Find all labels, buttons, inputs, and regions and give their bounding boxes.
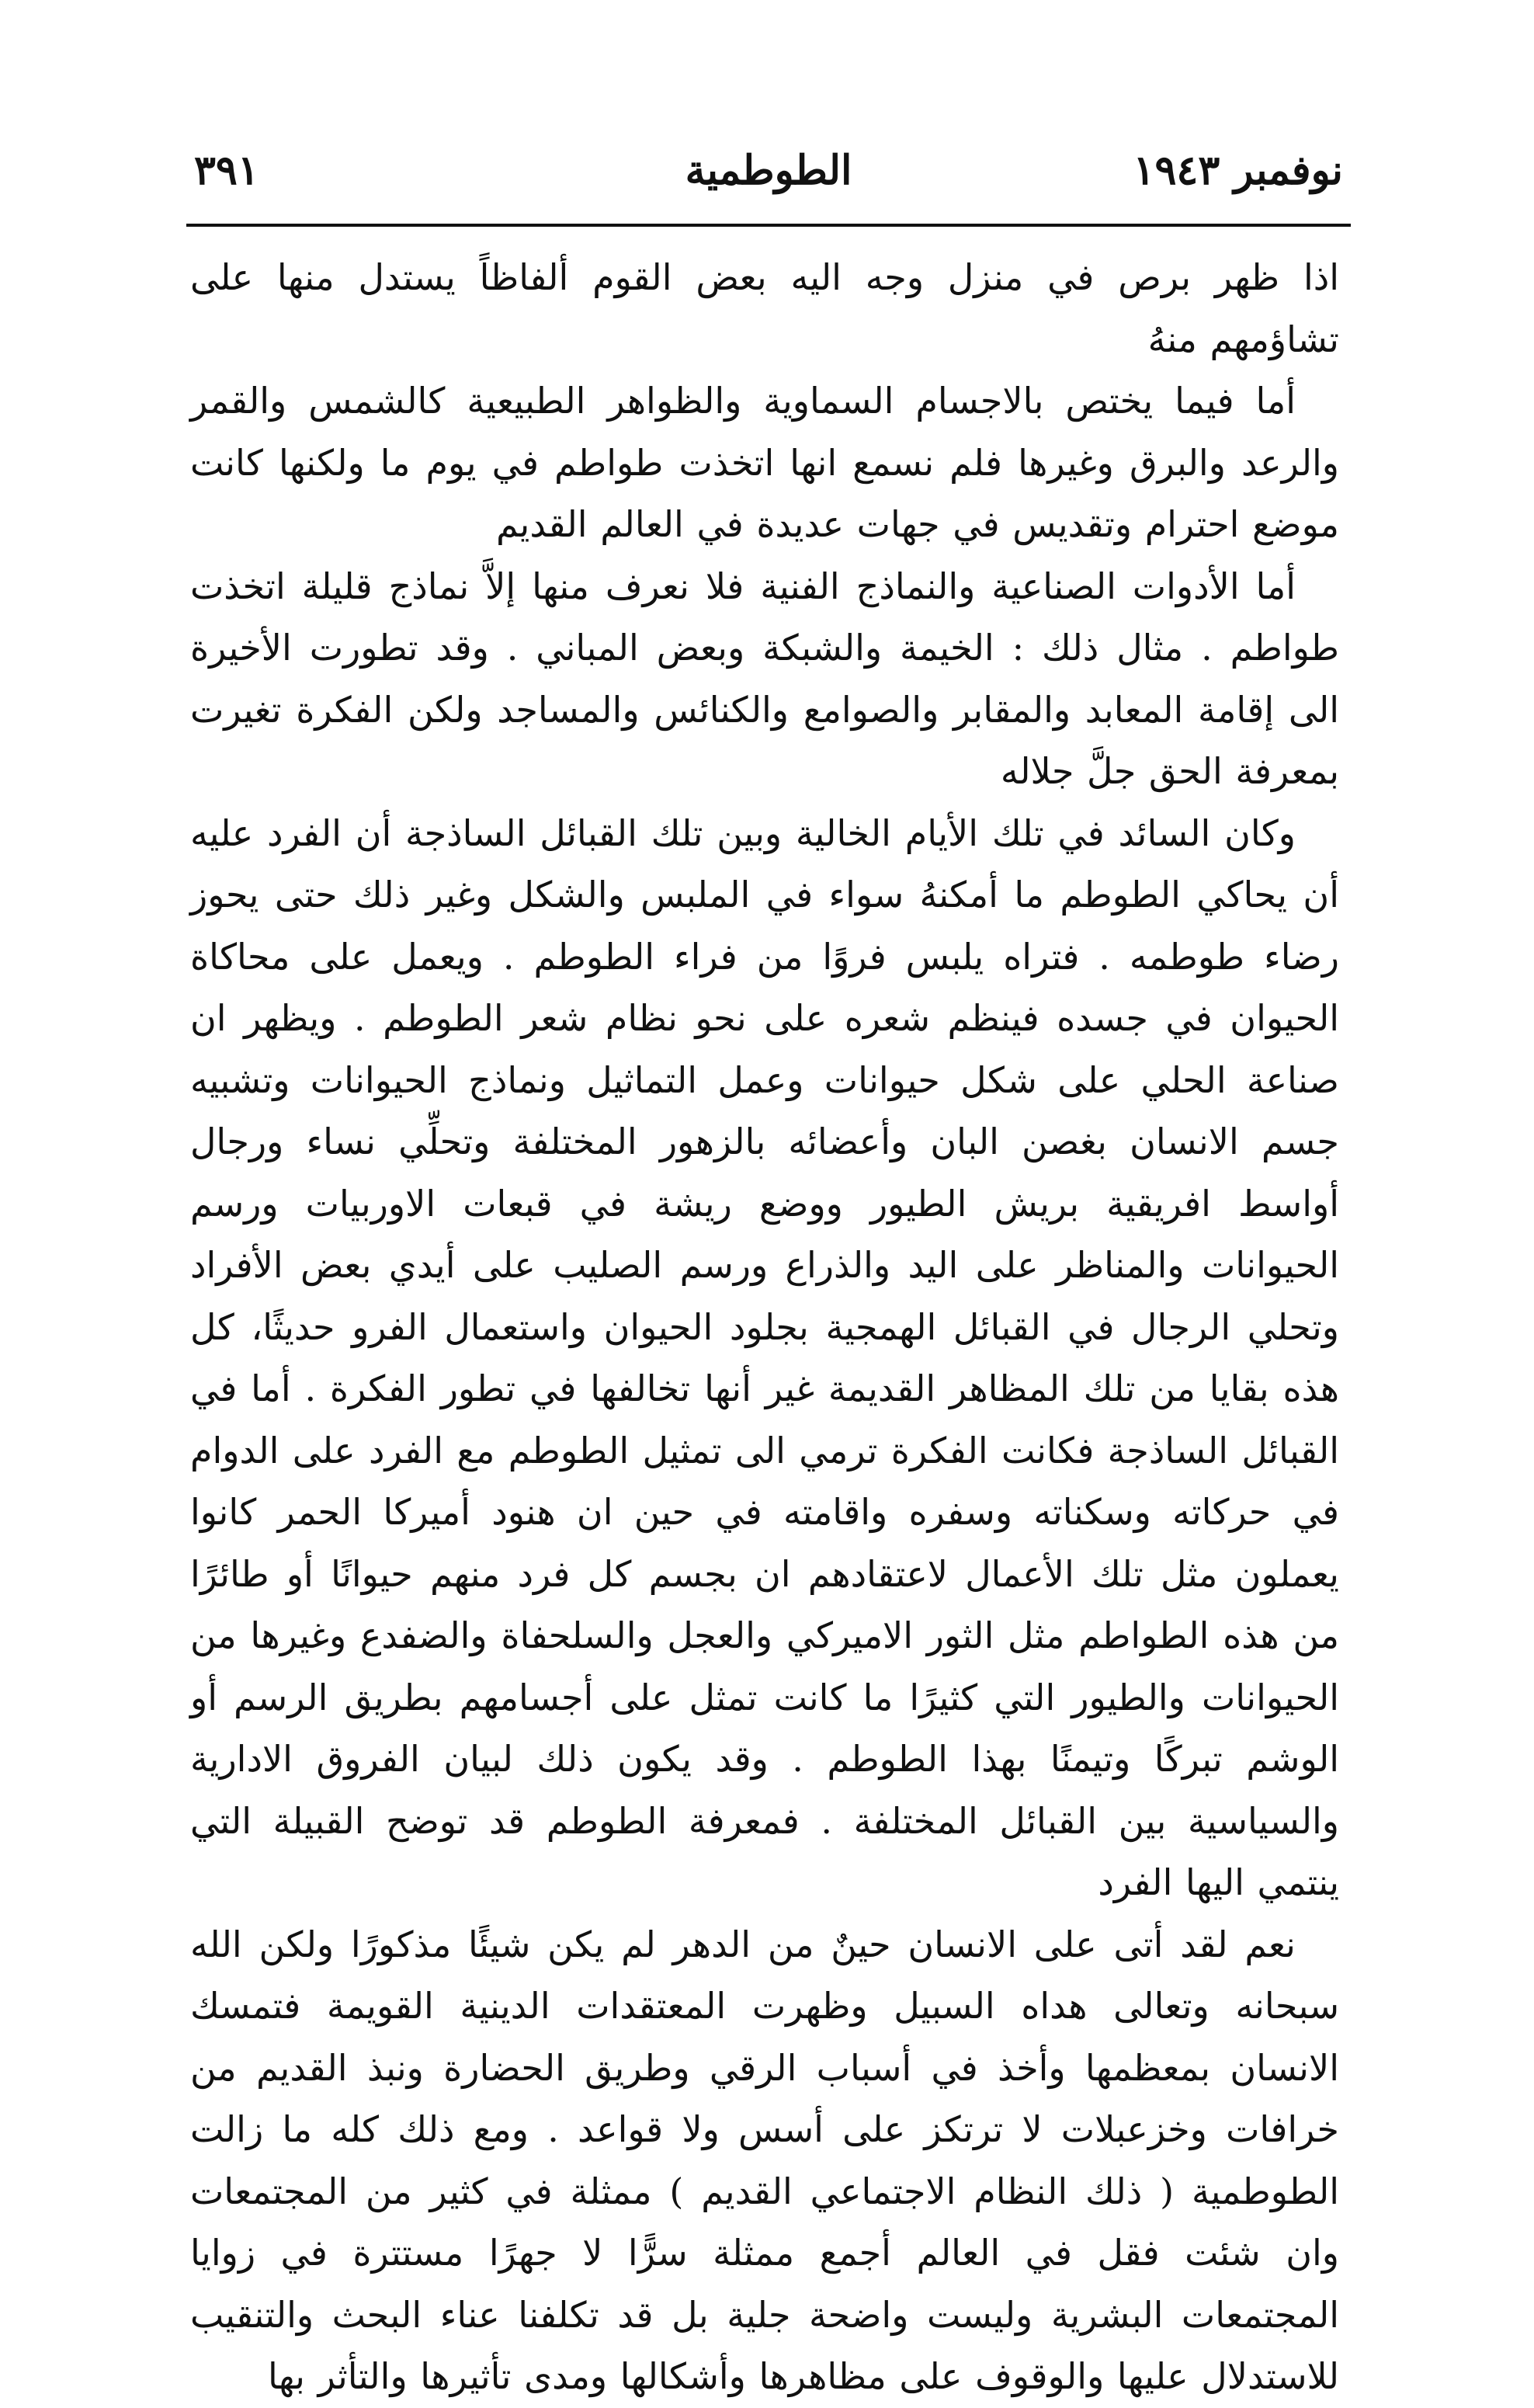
paragraph-celestial-bodies: أما فيما يختص بالاجسام السماوية والظواهر الطبيعية كالشمس والقمر والرعد والبرق وغيرها فلم نسمع انها اتخذت طواطم في يوم ما ولكنها كانت موضع احترام وتقديس في جهات عديدة في العالم القديم bbox=[190, 380, 1339, 545]
paragraph-conclusion: نعم لقد أتى على الانسان حينٌ من الدهر لم يكن شيئًا مذكورًا ولكن الله سبحانه وتعالى هداه السبيل وظهرت المعتقدات الدينية القويمة فتمسك الانسان بمعظمها وأخذ في أسباب الرقي وطريق الحضارة ونبذ القديم من خرافات وخزعبلات لا ترتكز على أسس ولا قواعد . ومع ذلك كله ما زالت الطوطمية ( ذلك النظام الاجتماعي القديم ) ممثلة في كثير من المجتمعات وان شئت فقل في العالم أجمع ممثلة سرًّا لا جهرًا مستترة في زوايا المجتمعات البشرية وليست واضحة جلية بل قد تكلفنا عناء البحث والتنقيب للاستدلال عليها والوقوف على مظاهرها وأشكالها ومدى تأثيرها والتأثر بها bbox=[190, 1923, 1339, 2397]
paragraph-continuation: اذا ظهر برص في منزل وجه اليه بعض القوم ألفاظاً يستدل منها على تشاؤمهم منهُ bbox=[190, 256, 1339, 360]
running-title: الطوطمية bbox=[685, 147, 852, 194]
paragraph-artificial-tools: أما الأدوات الصناعية والنماذج الفنية فلا نعرف منها إلاَّ نماذج قليلة اتخذت طواطم . مثال ذلك : الخيمة والشبكة وبعض المباني . وقد تطورت الأخيرة الى إقامة المعابد والمقابر والصوامع والكنائس والمساجد ولكن الفكرة تغيرت بمعرفة الحق جلَّ جلاله bbox=[190, 565, 1339, 792]
issue-date: نوفمبر ١٩٤٣ bbox=[1133, 147, 1343, 194]
paragraph-imitating-totem: وكان السائد في تلك الأيام الخالية وبين تلك القبائل الساذجة أن الفرد عليه أن يحاكي الطوطم ما أمكنهُ سواء في الملبس والشكل وغير ذلك حتى يحوز رضاء طوطمه . فتراه يلبس فروًا من فراء الطوطم . ويعمل على محاكاة الحيوان في جسده فينظم شعره على نحو نظام شعر الطوطم . ويظهر ان صناعة الحلي على شكل حيوانات وعمل التماثيل ونماذج الحيوانات وتشبيه جسم الانسان بغصن البان وأعضائه بالزهور المختلفة وتحلِّي نساء ورجال أواسط افريقية بريش الطيور ووضع ريشة في قبعات الاوربيات ورسم الحيوانات والمناظر على اليد والذراع ورسم الصليب على أيدي بعض الأفراد وتحلي الرجال في القبائل الهمجية بجلود الحيوان واستعمال الفرو حديثًا، كل هذه بقايا من تلك المظاهر القديمة غير أنها تخالفها في تطور الفكرة . أما في القبائل الساذجة فكانت الفكرة ترمي الى تمثيل الطوطم مع الفرد على الدوام في حركاته وسكناته وسفره واقامته في حين ان هنود أميركا الحمر كانوا يعملون مثل تلك الأعمال لاعتقادهم ان بجسم كل فرد منهم حيوانًا أو طائرًا من هذه الطواطم مثل الثور الاميركي والعجل والسلحفاة والضفدع وغيرها من الحيوانات والطيور التي كثيرًا ما كانت تمثل على أجسامهم بطريق الرسم أو الوشم تبركًا وتيمنًا بهذا الطوطم . وقد يكون ذلك لبيان الفروق الادارية والسياسية بين القبائل المختلفة . فمعرفة الطوطم قد توضح القبيلة التي ينتمي اليها الفرد bbox=[190, 811, 1339, 1903]
header-rule bbox=[186, 224, 1351, 227]
article-body bbox=[190, 247, 1339, 2408]
page-number: ٣٩١ bbox=[194, 147, 259, 194]
page-header bbox=[194, 136, 1343, 206]
